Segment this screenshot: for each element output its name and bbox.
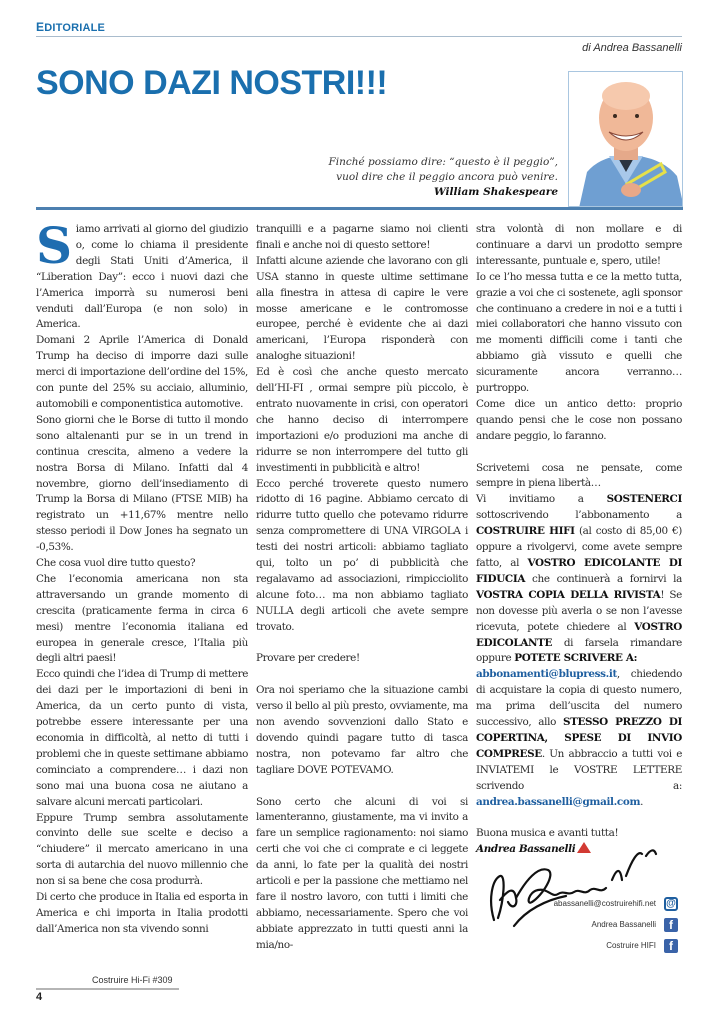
bold-text: VOSTRA COPIA DELLA RIVISTA [476, 588, 661, 601]
bold-text: POTETE SCRIVERE A [514, 652, 634, 665]
contact-label: Costruire HIFI [606, 941, 656, 950]
paragraph: Provare per credere! [256, 652, 360, 665]
contact-facebook-author[interactable] [554, 914, 678, 935]
column-1 [36, 216, 248, 938]
closing-line: Buona musica e avanti tutta! [476, 827, 619, 840]
header-divider [36, 207, 683, 210]
section-label-initial: E [36, 20, 45, 34]
paragraph [476, 492, 682, 667]
column-2 [256, 222, 468, 954]
at-icon: @ [664, 897, 678, 911]
drop-cap: S [36, 216, 72, 275]
epigraph-quote [328, 155, 558, 200]
section-label [36, 20, 105, 34]
paragraph: Ed è così che anche questo mercato dell’HI-FI , ormai sempre più piccolo, è entrato nuovamente in crisi, con operatori che hanno deciso di interrompere importazioni e/o produzioni ma anche di ridurre se non interrompere del tutto gli investimenti in pubblicità e altro! [256, 366, 468, 474]
page-number: 4 [36, 991, 43, 1003]
subscriptions-email-link[interactable]: abbonamenti@blupress.it [476, 668, 617, 681]
paragraph: Sono certo che alcuni di voi si lamenteranno, giustamente, ma vi invito a fare un semplice ragionamento: noi siamo certi che voi che ci comprate e ci leggete da anni, lo fate per la qualità dei nostri articoli e per la passione che mettiamo nel fare il nostro lavoro, con tutti i limiti che abbiamo, necessariamente. Spero che voi abbiate apprezzato in tutti questi anni la mia/no- [256, 795, 468, 951]
section-label-rest: DITORIALE [44, 22, 106, 34]
paragraph: tranquilli e a pagarne siamo noi clienti finali e anche noi di questo settore! [256, 223, 468, 251]
bold-text: VOSTRO EDICOLANTE [476, 620, 682, 649]
column-3 [476, 222, 682, 858]
paragraph-gap [256, 667, 468, 683]
author-email-link[interactable]: andrea.bassanelli@gmail.com [476, 795, 641, 808]
text: di farsela rimandare oppure [476, 636, 682, 665]
bold-text: VOSTRO EDICOLANTE DI FIDUCIA [476, 557, 683, 585]
byline: di Andrea Bassanelli [582, 42, 682, 54]
quote-author: William Shakespeare [433, 186, 558, 198]
author-photo [568, 71, 683, 207]
bold-text: COSTRUIRE HIFI [476, 525, 575, 538]
facebook-icon: f [664, 918, 678, 932]
paragraph [36, 216, 248, 333]
paragraph-gap [476, 445, 682, 461]
paragraph [476, 667, 682, 810]
paragraph: Ora noi speriamo che la situazione cambi verso il bello al più presto, ovviamente, ma non avendo sovvenzioni dallo Stato e dovendo quindi pagare tutto di tasca nostra, non potevamo far altro che tagliare DOVE POTEVAMO. [256, 684, 468, 776]
paragraph-gap [256, 779, 468, 795]
text: , chiedendo di acquistare la copia di questo numero, ma prima dell’uscita del numero successivo, allo [476, 668, 682, 729]
top-divider [36, 36, 682, 37]
author-name: Andrea Bassanelli [476, 843, 576, 856]
paragraph: Che l’economia americana non sta attraversando un grande momento di crescita (praticamente ferma in circa 6 mesi) mentre l’economia italiana ed europea in generale cresce, l’Italia più degli altri paesi! [36, 572, 248, 665]
paragraph-gap [476, 811, 682, 827]
paragraph-gap [256, 636, 468, 652]
paragraph: Come dice un antico detto: proprio quando pensi che le cose non possano andare peggio, lo faranno. [476, 397, 682, 442]
bold-text: SOSTENERCI [606, 493, 682, 506]
paragraph: Scrivetemi cosa ne pensate, come sempre in piena libertà… [476, 461, 682, 490]
paragraph: Ecco quindi che l’idea di Trump di mettere dei dazi per le importazioni di beni in America, da un certo punto di vista, potrebbe essere interessante per una economia in difficoltà, al netto di tutti i problemi che in queste settimane abbiamo cominciato a comprendere… i dazi non sono mai una buona cosa ne aiutano a salvare alcuni mercati particolari. [36, 668, 248, 808]
paragraph: Che cosa vuol dire tutto questo? [36, 557, 196, 570]
contact-email[interactable] [554, 893, 678, 914]
paragraph: Sono giorni che le Borse di tutto il mondo sono altalenanti pur se in un trend in continua crescita, almeno a vedere la nostra Borsa di Milano. Infatti dal 4 novembre, giorno dell’insediamento di Trump la Borsa di Milano (FTSE MIB) ha registrato un +11,67% mentre nello stesso periodi il Dow Jones ha segnato un -0,53%. [36, 413, 248, 554]
quote-line: Finché possiamo dire: “questo è il peggio”, [328, 156, 558, 168]
text: ! Se non dovesse più averla o se non l’avesse ricevuta, potete chiedere al [476, 588, 682, 633]
contact-facebook-magazine[interactable] [554, 935, 678, 956]
paragraph: Domani 2 Aprile l’America di Donald Trump ha deciso di imporre dazi sulle merci di importazione dell’ordine del 15%, con punte del 25% su acciaio, alluminio, automobili e componentistica automotive. [36, 334, 248, 410]
text: . [640, 795, 644, 808]
paragraph: Ecco perché troverete questo numero ridotto di 16 pagine. Abbiamo cercato di ridurre tutto quello che potevamo ridurre senza compromettere di UNA VIRGOLA i testi dei nostri articoli: abbiamo tagliato qui, tolto un po’ di pubblicità che regalavamo ad associazioni, rimpicciolito alcune foto… ma non abbiamo tagliato NULLA degli articoli che avete sempre trovato. [256, 477, 468, 633]
facebook-icon: f [664, 939, 678, 953]
page-title: SONO DAZI NOSTRI!!! [36, 64, 388, 102]
text: (al costo di 85,00 €) oppure a rivolgervi, come avete sempre fatto, al [476, 525, 682, 570]
author-portrait-image [569, 72, 683, 207]
footer-divider [36, 988, 179, 990]
contact-label: Andrea Bassanelli [591, 920, 656, 929]
text: che continuerà a fornirvi la [525, 572, 682, 585]
contact-label: abassanelli@costruirehifi.net [553, 899, 656, 908]
paragraph: Io ce l’ho messa tutta e ce la metto tutta, grazie a voi che ci sostenete, agli sponsor che continuano a credere in noi e a tutti i miei collaboratori che hanno vissuto con me momenti difficili come i tanti che abbiamo già vissuto e quelli che sicuramente ancora verranno… purtroppo. [476, 270, 682, 395]
bold-text: : [633, 652, 638, 665]
text: sottoscrivendo l’abbonamento a [476, 509, 682, 522]
quote-line: vuol dire che il peggio ancora può venire. [336, 171, 558, 183]
paragraph-text: iamo arrivati al giorno del giudizio o, come lo chiama il presidente degli Stati Uniti d’America, il “Liberation Day”: ecco i nuovi dazi che l’America imporrà su numerosi beni venduti dall’Europa (e non solo) in America. [36, 223, 248, 331]
paragraph: Di certo che produce in Italia ed esporta in America e chi importa in Italia prodotti dall’America non sta vivendo sonni [36, 891, 248, 935]
paragraph: Infatti alcune aziende che lavorano con gli USA stanno in queste ultime settimane alla finestra in attesa di capire le vere mosse americane e le contromosse europee, perché è evidente che ai dazi americani, l’Europa risponderà con analoghe situazioni! [256, 254, 468, 363]
paragraph: Eppure Trump sembra assolutamente convinto delle sue scelte e deciso a “chiudere” il mercato americano in una sorta di autarchia del nuovo millennio che non si sa bene che cosa produrrà. [36, 811, 248, 888]
paragraph: stra volontà di non mollare e di continuare a darvi un prodotto sempre interessante, puntuale e, spero, utile! [476, 223, 682, 267]
text: . Un abbraccio a tutti voi e INVIATEMI le VOSTRE LETTERE scrivendo a: [476, 747, 682, 792]
contact-list [554, 893, 678, 956]
footer-magazine-issue: Costruire Hi-Fi #309 [92, 975, 173, 985]
text: Vi invitiamo a [476, 493, 607, 506]
bold-text: STESSO PREZZO DI COPERTINA, SPESE DI INVIO COMPRESE [476, 716, 682, 760]
